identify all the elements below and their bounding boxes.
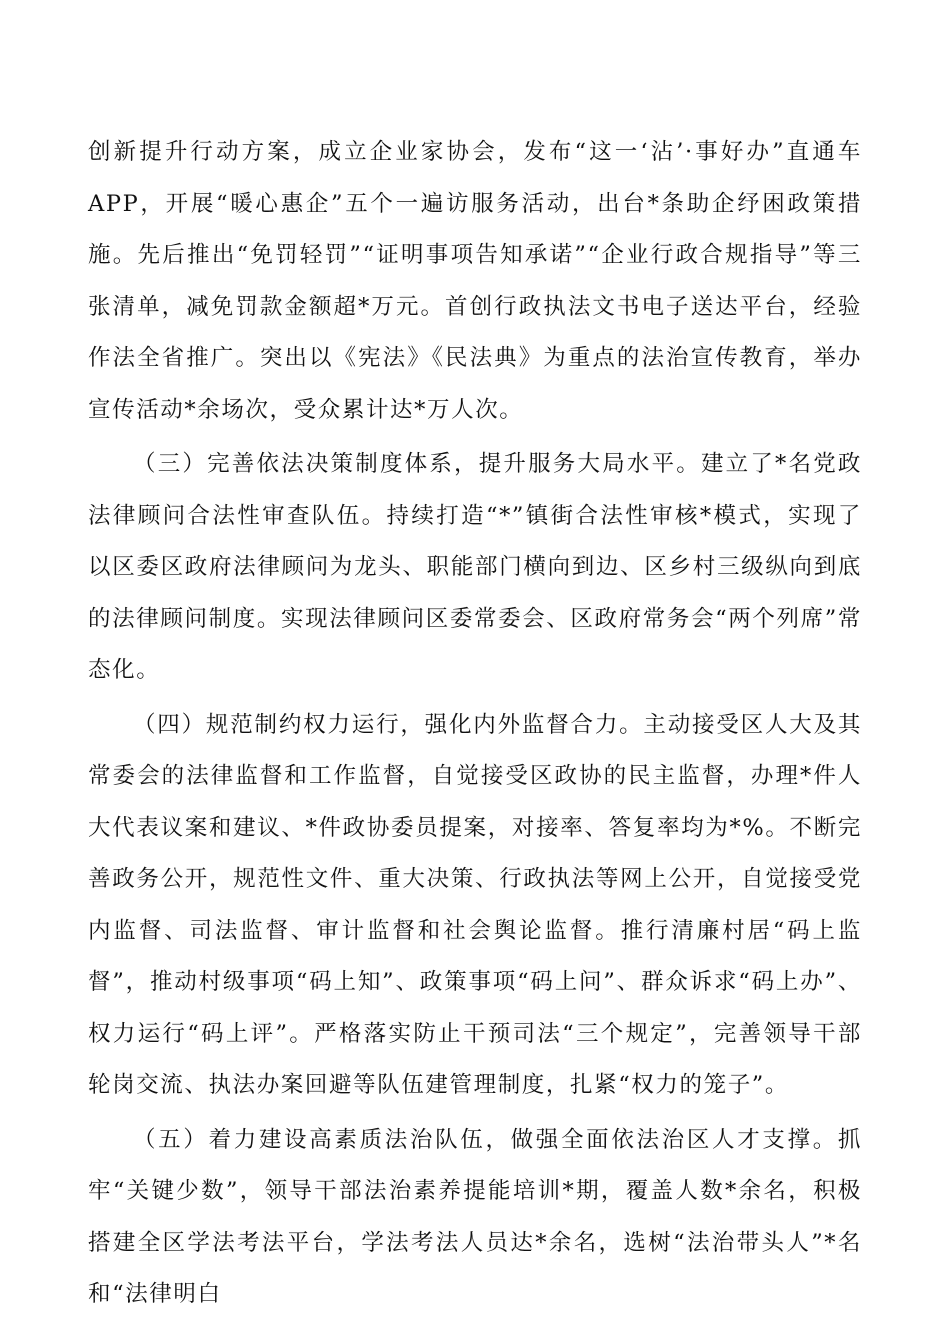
paragraph-section-4: （四）规范制约权力运行，强化内外监督合力。主动接受区人大及其常委会的法律监督和工作监督，自觉接受区政协的民主监督，办理*件人大代表议案和建议、*件政协委员提案，对接率、答复率均为*%。不断完善政务公开，规范性文件、重大决策、行政执法等网上公开，自觉接受党内监督、司法监督、审计监督和社会舆论监督。推行清廉村居“码上监督”，推动村级事项“码上知”、政策事项“码上问”、群众诉求“码上办”、权力运行“码上评”。严格落实防止干预司法“三个规定”，完善领导干部轮岗交流、执法办案回避等队伍建管理制度，扎紧“权力的笼子”。	[88, 711, 862, 1098]
paragraph-section-3: （三）完善依法决策制度体系，提升服务大局水平。建立了*名党政法律顾问合法性审查队伍。持续打造“*”镇街合法性审核*模式，实现了以区委区政府法律顾问为龙头、职能部门横向到边、区乡村三级纵向到底的法律顾问制度。实现法律顾问区委常委会、区政府常务会“两个列席”常态化。	[88, 451, 862, 683]
paragraph-continuation: 创新提升行动方案，成立企业家协会，发布“这一‘沾’·事好办”直通车APP，开展“暖心惠企”五个一遍访服务活动，出台*条助企纾困政策措施。先后推出“免罚轻罚”“证明事项告知承诺”“企业行政合规指导”等三张清单，减免罚款金额超*万元。首创行政执法文书电子送达平台，经验作法全省推广。突出以《宪法》《民法典》为重点的法治宣传教育，举办宣传活动*余场次，受众累计达*万人次。	[88, 139, 862, 423]
document-body	[88, 127, 862, 1324]
paragraph-section-5: （五）着力建设高素质法治队伍，做强全面依法治区人才支撑。抓牢“关键少数”，领导干部法治素养提能培训*期，覆盖人数*余名，积极搭建全区学法考法平台，学法考法人员达*余名，选树“法治带头人”*名和“法律明白	[88, 1126, 862, 1307]
